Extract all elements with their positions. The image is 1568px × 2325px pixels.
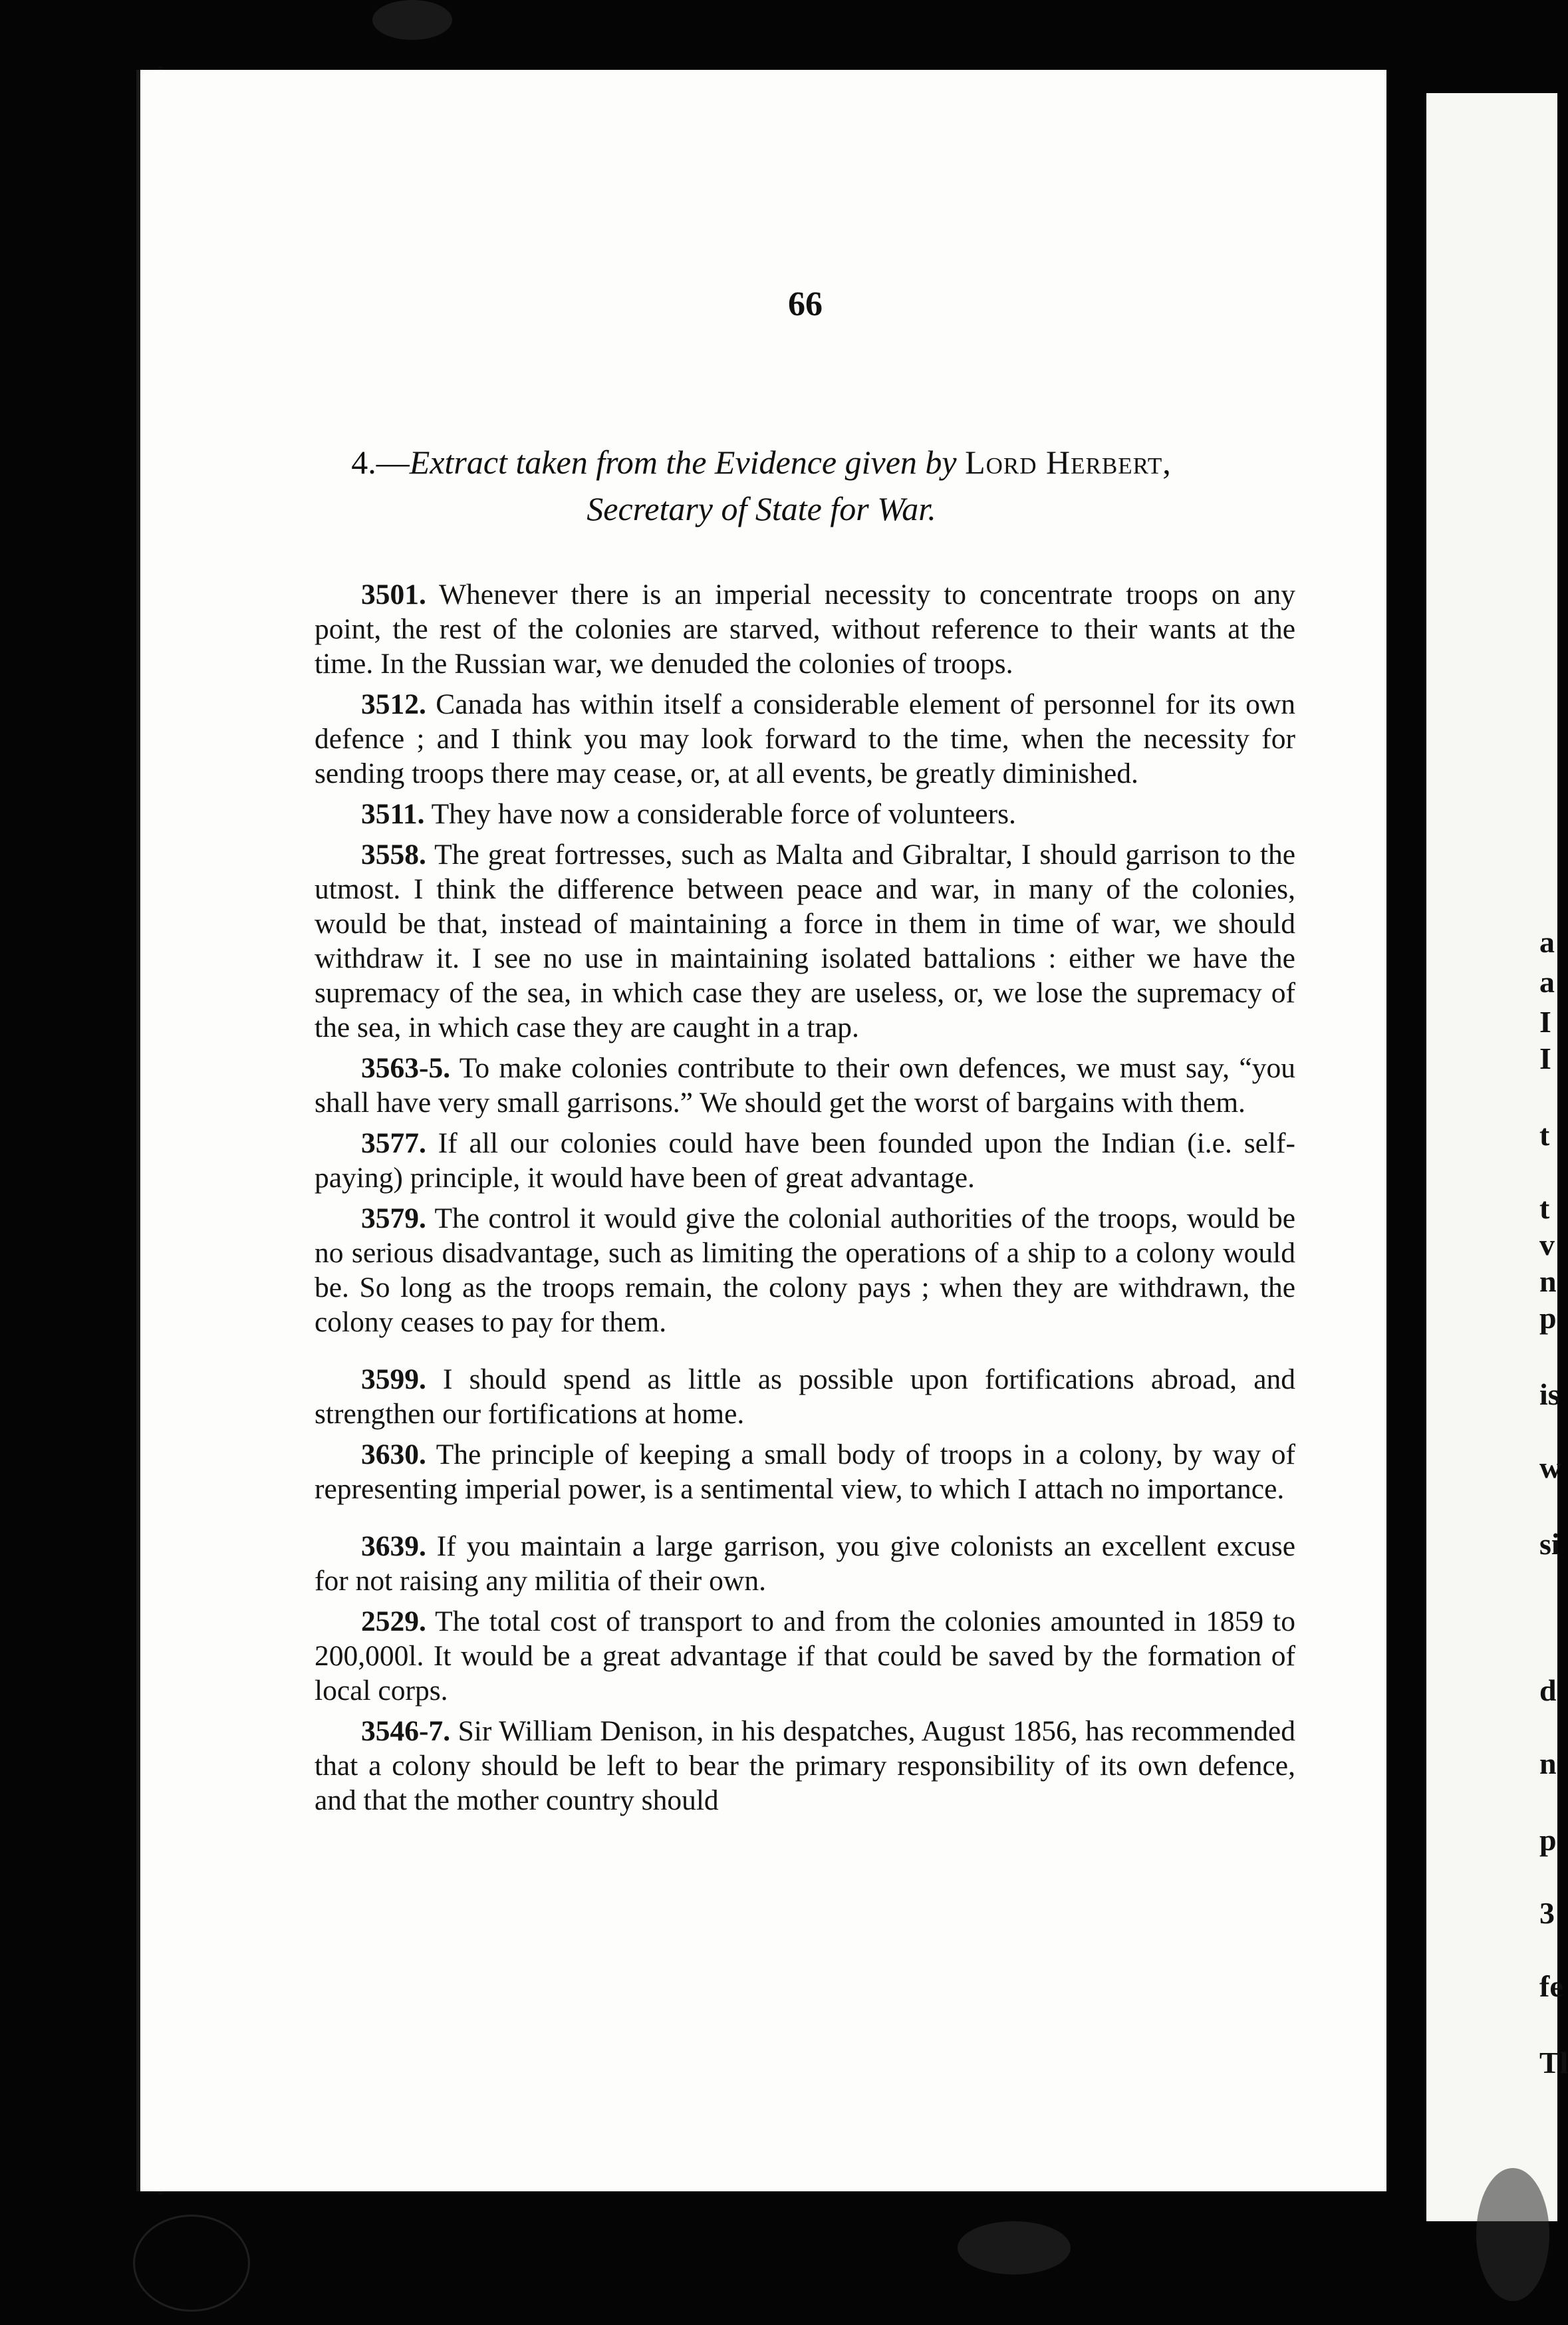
adjacent-fragment: I [1539,1041,1551,1075]
scan-smudge [958,2221,1071,2274]
heading-name: Lord Herbert, [965,444,1172,481]
heading-italic-1: Extract taken from the Evidence given by [409,444,957,481]
paragraph-3639: 3639. If you maintain a large garrison, you give colonists an excellent excuse for not raising any militia of their own. [315,1530,1296,1597]
adjacent-fragment: a [1539,925,1555,959]
adjacent-fragment: I [1539,1005,1551,1039]
adjacent-fragment: fe [1539,1969,1563,2003]
paragraph-3630: 3630. The principle of keeping a small body of troops in a colony, by way of representing imperial power, is a sentimental view, to which I attach no importance. [315,1438,1295,1505]
paragraph-3558: 3558. The great fortresses, such as Malta and Gibraltar, I should garrison to the utmost. I think the difference between peace and war, in many of the colonies, would be that, instead of maintaining a force in them in time of war, we should withdraw it. I see no use in maintaining isolated battalions : either we have the supremacy of the sea, in which case they are useless, or, we lose the supremacy of the sea, in which case they are caught in a trap. [315,839,1295,1043]
adjacent-fragment: w [1539,1450,1562,1484]
adjacent-fragment: p [1539,1301,1557,1335]
adjacent-fragment: n [1539,1264,1557,1298]
adjacent-fragment: t [1539,1118,1550,1152]
body-text [315,577,1295,1824]
adjacent-fragment: a [1539,965,1555,999]
scan-smudge [372,0,452,40]
scan-smudge [1476,2168,1549,2301]
adjacent-fragment: v [1539,1228,1555,1262]
paragraph-3577: 3577. If all our colonies could have been founded upon the Indian (i.e. self-paying) principle, it would have been of great advantage. [315,1127,1295,1194]
paragraph-3511: 3511. They have now a considerable force of volunteers. [361,798,1016,830]
adjacent-fragment: p [1539,1823,1557,1857]
adjacent-fragment: t [1539,1191,1550,1225]
adjacent-fragment: d [1539,1673,1557,1707]
adjacent-page-edge [1426,93,1568,2221]
adjacent-fragment: Tl [1539,2046,1568,2080]
page-number: 66 [788,285,823,323]
adjacent-fragment: is [1539,1377,1560,1411]
paragraph-3599: 3599. I should spend as little as possible upon fortifications abroad, and strengthen our fortifications at home. [315,1363,1295,1430]
adjacent-fragment: si [1539,1527,1560,1561]
scan-smudge [133,2215,250,2312]
section-heading [223,439,1300,532]
paragraph-3563-5: 3563-5. To make colonies contribute to their own defences, we must say, “you shall have very small garrisons.” We should get the worst of bargains with them. [315,1052,1295,1119]
paragraph-3579: 3579. The control it would give the colonial authorities of the troops, would be no serious disadvantage, such as limiting the operations of a ship to a colony would be. So long as the troops remain, the colony pays ; when they are withdrawn, the colony ceases to pay for them. [315,1202,1296,1338]
paragraph-3501: 3501. Whenever there is an imperial necessity to concentrate troops on any point, the rest of the colonies are starved, without reference to their wants at the time. In the Russian war, we denuded the colonies of troops. [315,579,1295,680]
adjacent-fragment: n [1539,1746,1557,1780]
heading-prefix: 4.— [351,444,410,481]
heading-italic-2: Secretary of State for War. [587,490,936,527]
adjacent-fragment: 3 [1539,1896,1555,1930]
paragraph-3512: 3512. Canada has within itself a considerable element of personnel for its own defence ; and I think you may look forward to the time, when the necessity for sending troops there may cease, or, at all events, be greatly diminished. [315,688,1295,789]
paragraph-2529: 2529. The total cost of transport to and from the colonies amounted in 1859 to 200,000l. It would be a great advantage if that could be saved by the formation of local corps. [315,1605,1295,1707]
paragraph-3546-7: 3546-7. Sir William Denison, in his despatches, August 1856, has recommended that a colony should be left to bear the primary responsibility of its own defence, and that the mother country should [315,1715,1295,1816]
